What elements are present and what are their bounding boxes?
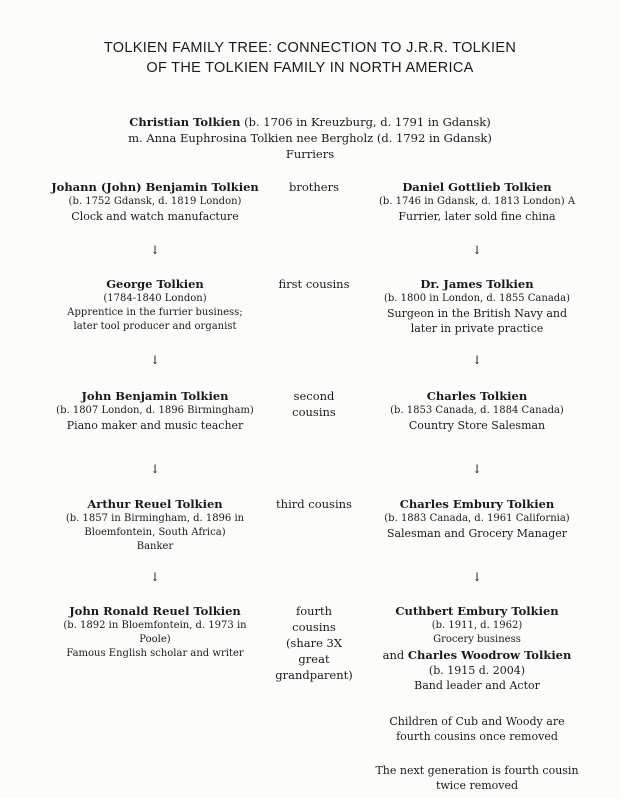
note-twice-removed — [342, 763, 612, 793]
person-occupation: Piano maker and music teacher — [66, 419, 244, 432]
person-details: (b. 1853 Canada, d. 1884 Canada) — [390, 405, 564, 416]
relation-label: cousins — [292, 620, 336, 634]
relation-label: brothers — [288, 180, 339, 194]
person-details: (b. 1857 in Birmingham, d. 1896 in — [65, 513, 245, 524]
down-arrow-icon: ↓ — [149, 570, 161, 584]
gen1-left-person — [20, 179, 290, 224]
person-name: George Tolkien — [106, 277, 204, 291]
note-line: The next generation is fourth cousin — [375, 764, 579, 777]
person-details: Famous English scholar and writer — [66, 648, 244, 659]
root-occupation: Furriers — [285, 147, 335, 161]
person-occupation: Country Store Salesman — [408, 419, 546, 432]
gen1-right-person — [342, 179, 612, 224]
title-line-2: OF THE TOLKIEN FAMILY IN NORTH AMERICA — [146, 60, 474, 76]
person-details: (b. 1752 Gdansk, d. 1819 London) — [68, 196, 242, 207]
note-line: fourth cousins once removed — [396, 730, 558, 743]
relation-label: second — [293, 389, 335, 403]
person-details: Banker — [136, 541, 174, 552]
person-name: Charles Tolkien — [426, 389, 528, 403]
gen5-left-person — [20, 603, 290, 661]
person-name: John Benjamin Tolkien — [81, 389, 229, 403]
person-details: (b. 1911, d. 1962) — [431, 620, 523, 631]
person-details: Poole) — [139, 634, 171, 645]
down-arrow-icon: ↓ — [471, 353, 483, 367]
person-details: Bloemfontein, South Africa) — [84, 527, 226, 538]
gen2-left-person — [20, 276, 290, 334]
relation-label: (share 3X — [285, 636, 343, 650]
root-name: Christian Tolkien — [129, 115, 241, 129]
page-title — [0, 38, 620, 78]
note-line: twice removed — [435, 779, 519, 792]
relation-label: great — [298, 652, 330, 666]
person-details: (b. 1883 Canada, d. 1961 California) — [384, 513, 570, 524]
person-name: John Ronald Reuel Tolkien — [69, 604, 241, 618]
gen5-right-person — [342, 603, 612, 693]
down-arrow-icon: ↓ — [471, 243, 483, 257]
root-ancestor — [0, 114, 620, 162]
person-details: Grocery business — [433, 634, 521, 645]
person-name: Charles Embury Tolkien — [399, 497, 555, 511]
gen4-left-person — [20, 496, 290, 554]
extra-person-name — [342, 647, 612, 663]
person-details: (b. 1892 in Bloemfontein, d. 1973 in — [63, 620, 247, 631]
gen3-right-person — [342, 388, 612, 433]
person-name: Daniel Gottlieb Tolkien — [402, 180, 552, 194]
relation-label: third cousins — [276, 497, 352, 511]
root-spouse: m. Anna Euphrosina Tolkien nee Bergholz (d. 1792 in Gdansk) — [128, 131, 492, 145]
down-arrow-icon: ↓ — [149, 462, 161, 476]
and-prefix: and — [382, 648, 408, 662]
person-name: Arthur Reuel Tolkien — [87, 497, 223, 511]
note-line: Children of Cub and Woody are — [389, 715, 565, 728]
relation-label: cousins — [292, 405, 336, 419]
person-occupation: Salesman and Grocery Manager — [386, 527, 568, 540]
relation-label: first cousins — [278, 277, 350, 291]
person-details: (b. 1915 d. 2004) — [428, 664, 526, 677]
person-name: Cuthbert Embury Tolkien — [395, 604, 559, 618]
person-occupation: Clock and watch manufacture — [71, 210, 239, 223]
gen4-right-person — [342, 496, 612, 541]
person-details: (b. 1746 in Gdansk, d. 1813 London) A — [378, 196, 576, 207]
person-name: Dr. James Tolkien — [420, 277, 534, 291]
person-details: (b. 1807 London, d. 1896 Birmingham) — [56, 405, 254, 416]
person-name: Charles Woodrow Tolkien — [407, 648, 572, 662]
title-line-1: TOLKIEN FAMILY TREE: CONNECTION TO J.R.R. TOLKIEN — [103, 40, 517, 56]
gen2-right-person — [342, 276, 612, 336]
person-occupation: later in private practice — [410, 322, 544, 335]
person-occupation: Furrier, later sold fine china — [398, 210, 556, 223]
down-arrow-icon: ↓ — [471, 570, 483, 584]
down-arrow-icon: ↓ — [149, 243, 161, 257]
relation-label: grandparent) — [275, 668, 353, 682]
person-occupation: Surgeon in the British Navy and — [386, 307, 568, 320]
person-name: Johann (John) Benjamin Tolkien — [51, 180, 259, 194]
person-occupation: Band leader and Actor — [414, 679, 540, 692]
down-arrow-icon: ↓ — [471, 462, 483, 476]
relation-label: fourth — [295, 604, 333, 618]
root-dates: (b. 1706 in Kreuzburg, d. 1791 in Gdansk) — [240, 115, 491, 129]
person-details: (b. 1800 in London, d. 1855 Canada) — [383, 293, 571, 304]
person-details: Apprentice in the furrier business; — [67, 307, 243, 318]
person-details: later tool producer and organist — [73, 321, 237, 332]
note-once-removed — [342, 714, 612, 744]
person-details: (1784-1840 London) — [103, 293, 207, 304]
gen3-left-person — [20, 388, 290, 433]
down-arrow-icon: ↓ — [149, 353, 161, 367]
